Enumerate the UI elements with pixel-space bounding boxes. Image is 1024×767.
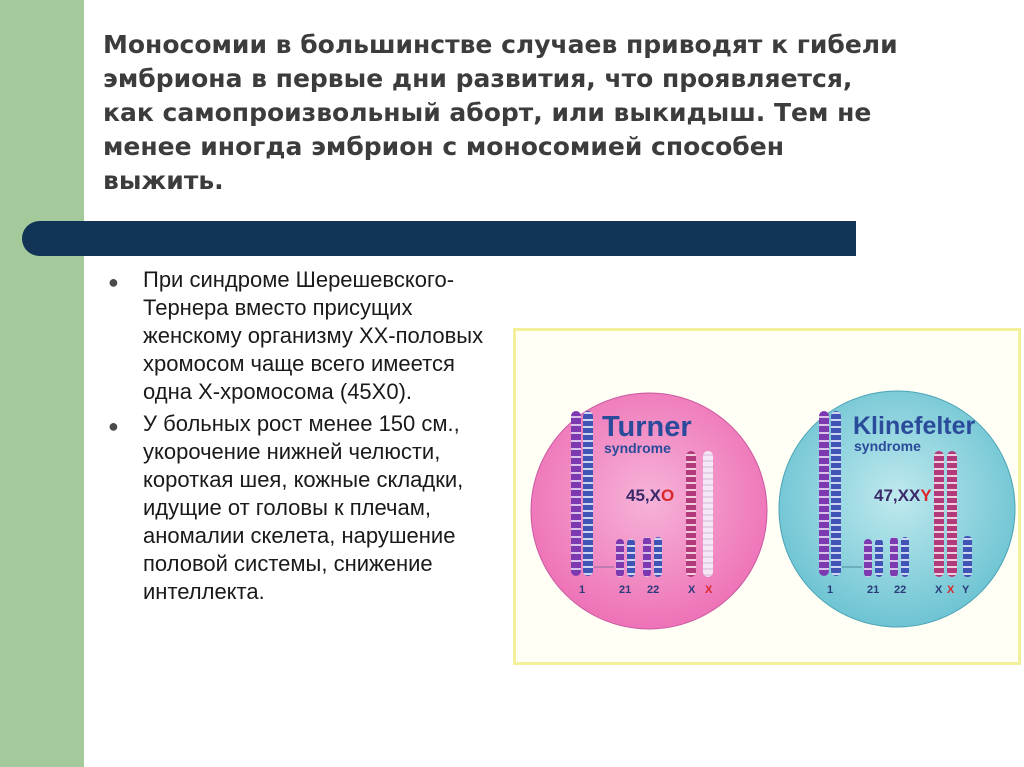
karyotype-illustration	[516, 331, 1018, 662]
karyotype-figure	[513, 328, 1021, 665]
klinefelter-subtitle: syndrome	[854, 438, 921, 454]
bullet-item	[108, 266, 503, 406]
klinefelter-karyotype: 47,XXY	[874, 486, 932, 505]
klinefelter-title: Klinefelter	[853, 412, 976, 440]
klinefelter-label-1: 1	[827, 584, 834, 596]
klinefelter-label-x2: X	[947, 584, 955, 596]
bullet-text: У больных рост менее 150 см., укорочение нижней челюсти, короткая шея, кожные складки, идущие от головы к плечам, аномалии скелета, нарушение половой системы, снижение интеллекта.	[143, 411, 464, 604]
turner-chromosome-x	[686, 451, 696, 577]
bullet-item	[108, 410, 503, 606]
bullet-list	[108, 266, 503, 610]
turner-karyotype: 45,XO	[626, 486, 675, 505]
turner-label-22: 22	[647, 584, 660, 596]
slide-title: Моносомии в большинстве случаев приводят к гибели эмбриона в первые дни развития, что проявляется, как самопроизвольный аборт, или выкидыш. Тем не менее иногда эмбрион с моносомией способен выжить.	[103, 30, 898, 195]
turner-label-1: 1	[579, 584, 586, 596]
turner-chromosome-x-missing	[703, 451, 713, 577]
turner-label-x-missing: X	[705, 584, 713, 596]
green-side-band	[0, 0, 84, 767]
turner-label-21: 21	[619, 584, 632, 596]
klinefelter-label-y: Y	[962, 584, 970, 596]
turner-subtitle: syndrome	[604, 440, 671, 456]
turner-title: Turner	[602, 411, 692, 443]
turner-label-x: X	[688, 584, 696, 596]
bullet-icon: ●	[108, 272, 119, 292]
klinefelter-label-21: 21	[867, 584, 880, 596]
title-divider-bar	[22, 221, 856, 256]
klinefelter-label-22: 22	[894, 584, 907, 596]
bullet-text: При синдроме Шерешевского-Тернера вместо присущих женскому организму ХХ-половых хромосом чаще всего имеется одна Х-хромосома (45Х0).	[143, 267, 484, 404]
klinefelter-chromosome-y	[963, 536, 972, 577]
bullet-icon: ●	[108, 416, 119, 436]
klinefelter-label-x1: X	[935, 584, 943, 596]
